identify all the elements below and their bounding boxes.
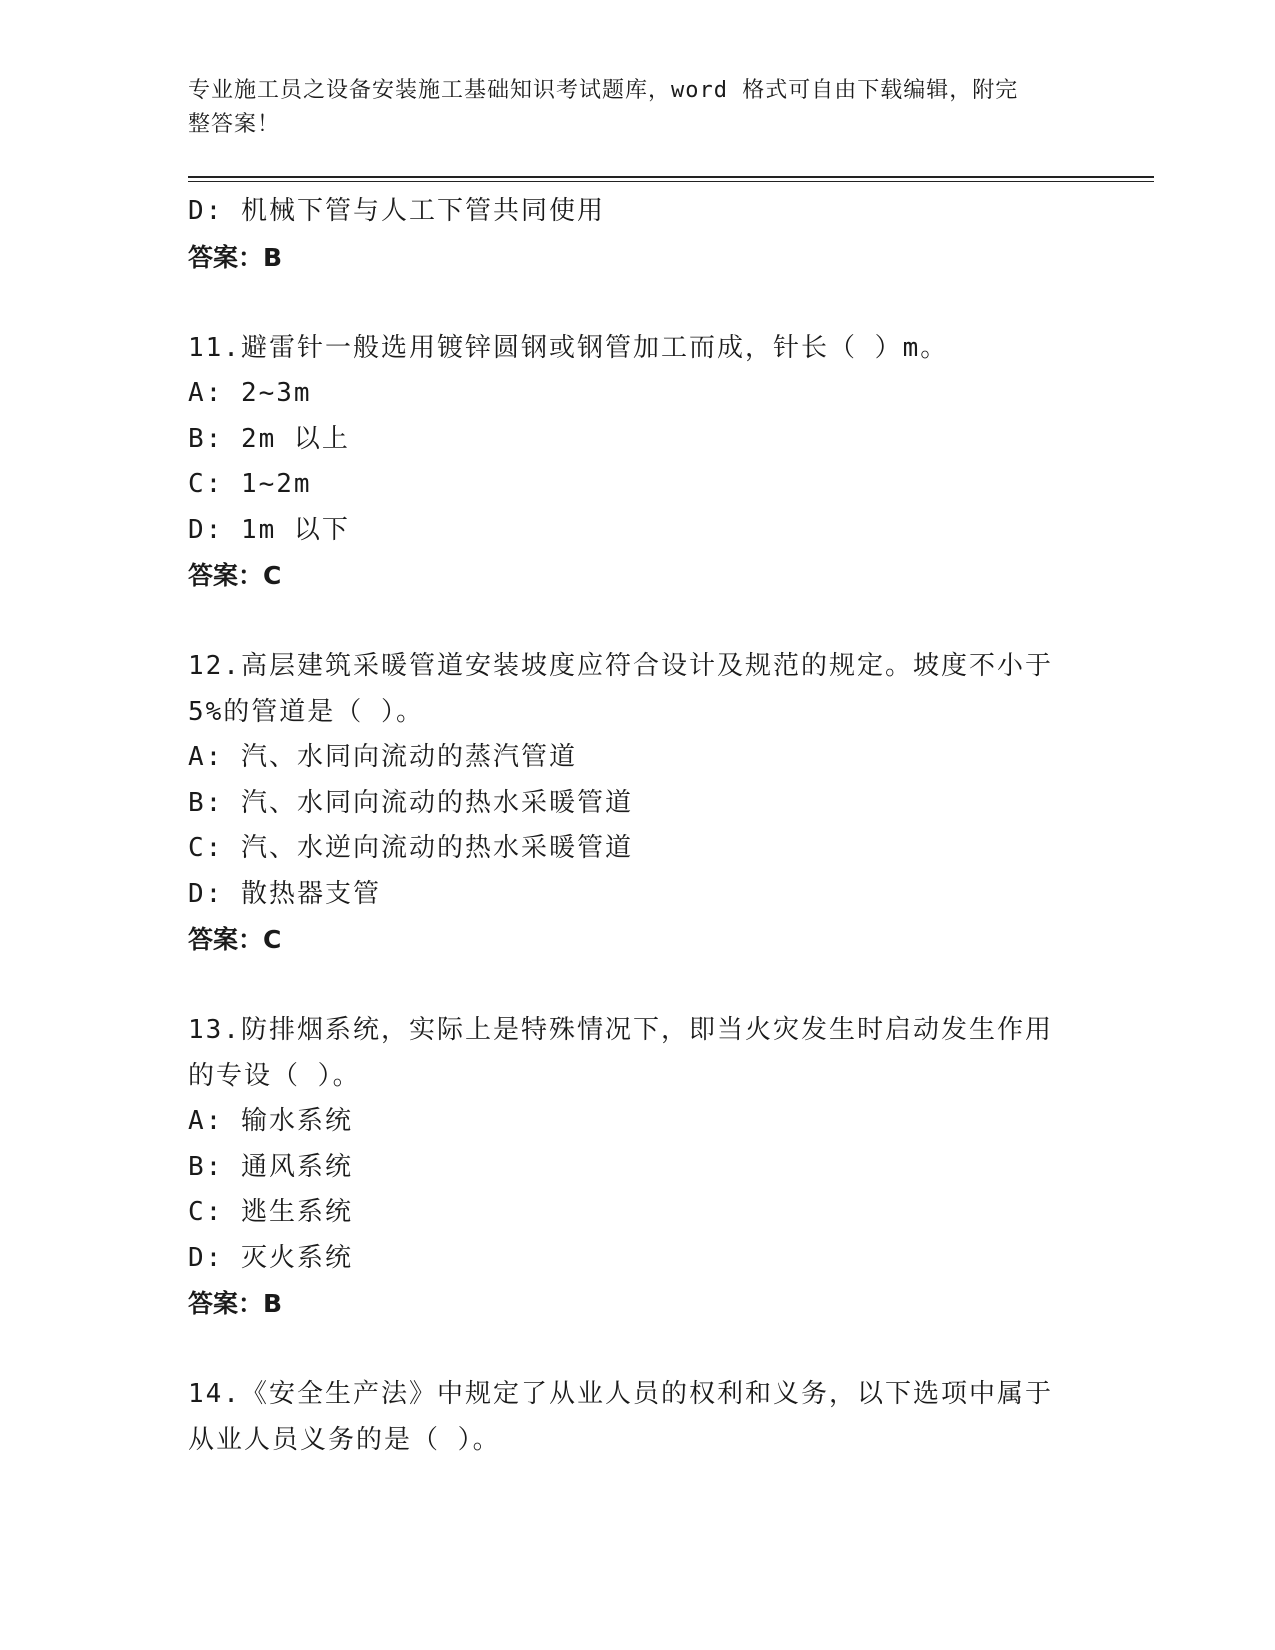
question-13	[188, 1008, 1088, 1327]
option-b: B: 通风系统	[188, 1151, 353, 1182]
spacer	[188, 963, 1088, 1009]
option-a: A: 输水系统	[188, 1106, 353, 1136]
answer: 答案：C	[188, 561, 282, 590]
option-b: B: 汽、水同向流动的热水采暖管道	[188, 787, 633, 818]
question-stem-line-2: 5%的管道是（ ）。	[188, 696, 424, 727]
question-stem-line-2: 的专设（ ）。	[188, 1060, 361, 1091]
header-line-2: 整答案！	[188, 112, 281, 137]
option-c: C: 逃生系统	[188, 1197, 353, 1227]
spacer	[188, 1327, 1088, 1373]
prev-option-d: D: 机械下管与人工下管共同使用	[188, 196, 605, 226]
spacer	[188, 280, 1088, 326]
option-d: D: 灭火系统	[188, 1242, 353, 1273]
document-header	[188, 74, 1088, 142]
question-stem-line-2: 从业人员义务的是（ ）。	[188, 1424, 501, 1455]
question-11	[188, 326, 1088, 599]
question-stem: 11.避雷针一般选用镀锌圆钢或钢管加工而成，针长（ ）m。	[188, 332, 949, 363]
spacer	[188, 599, 1088, 645]
option-d: D: 散热器支管	[188, 878, 381, 909]
question-14	[188, 1372, 1088, 1463]
header-divider-thin	[188, 181, 1154, 182]
question-stem-line-1: 12.高层建筑采暖管道安装坡度应符合设计及规范的规定。坡度不小于	[188, 651, 1053, 681]
question-stem-line-1: 13.防排烟系统，实际上是特殊情况下，即当火灾发生时启动发生作用	[188, 1015, 1053, 1045]
question-content	[188, 189, 1088, 1463]
option-a: A: 汽、水同向流动的蒸汽管道	[188, 742, 577, 772]
answer: 答案：B	[188, 1289, 283, 1318]
question-12	[188, 644, 1088, 963]
answer: 答案：C	[188, 925, 282, 954]
option-d: D: 1m 以下	[188, 514, 350, 545]
option-a: A: 2~3m	[188, 378, 312, 408]
prev-answer: 答案：B	[188, 242, 283, 272]
header-divider-thick	[188, 176, 1154, 178]
header-line-1: 专业施工员之设备安装施工基础知识考试题库，word 格式可自由下载编辑，附完	[188, 78, 1019, 103]
option-c: C: 1~2m	[188, 469, 312, 499]
option-b: B: 2m 以上	[188, 423, 350, 454]
option-c: C: 汽、水逆向流动的热水采暖管道	[188, 833, 633, 863]
question-stem-line-1: 14.《安全生产法》中规定了从业人员的权利和义务，以下选项中属于	[188, 1379, 1053, 1409]
